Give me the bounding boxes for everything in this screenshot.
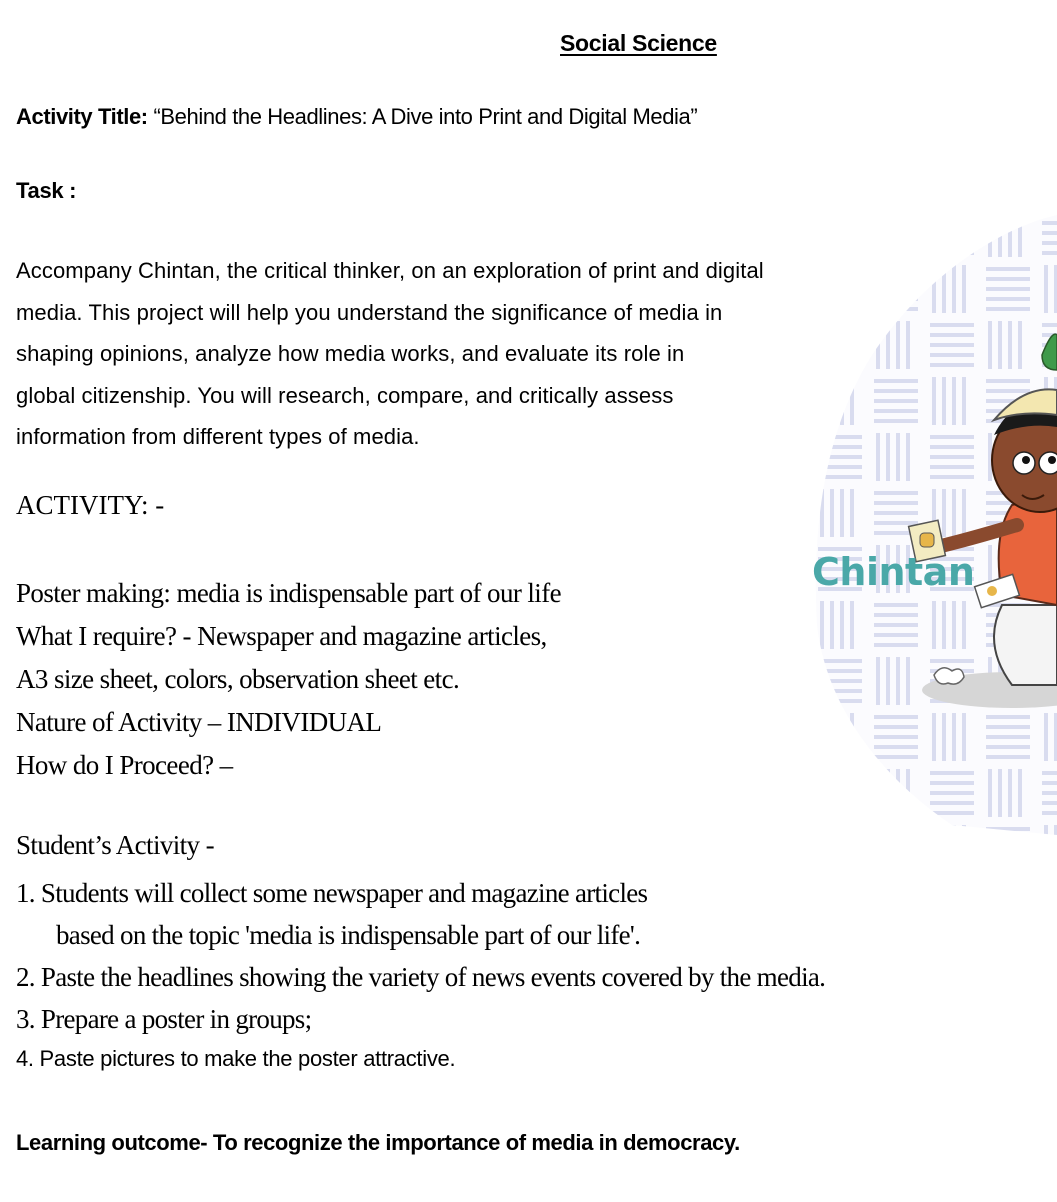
step-item: 1. Students will collect some newspaper and magazine articles xyxy=(16,878,648,908)
task-line: information from different types of media. xyxy=(16,424,420,449)
chintan-label: Chintan xyxy=(812,550,975,594)
activity-title-value: “Behind the Headlines: A Dive into Print and Digital Media” xyxy=(147,104,698,129)
task-line: media. This project will help you understand the significance of media in xyxy=(16,299,723,325)
task-label: Task : xyxy=(16,178,77,203)
activity-detail-line: How do I Proceed? – xyxy=(16,750,233,780)
chintan-illustration xyxy=(812,205,1057,835)
step-item: 4. Paste pictures to make the poster attractive. xyxy=(16,1046,456,1071)
activity-detail-line: A3 size sheet, colors, observation sheet etc. xyxy=(16,664,460,694)
chintan-character-icon xyxy=(812,205,1057,835)
student-activity-steps xyxy=(16,872,825,1040)
activity-details xyxy=(16,572,561,787)
step-item: 3. Prepare a poster in groups; xyxy=(16,1004,312,1034)
page-title: Social Science xyxy=(560,30,717,56)
task-line: global citizenship. You will research, compare, and critically assess xyxy=(16,382,674,408)
learning-outcome: Learning outcome- To recognize the importance of media in democracy. xyxy=(16,1130,740,1155)
activity-detail-line: Nature of Activity – INDIVIDUAL xyxy=(16,707,382,737)
step-item-continuation: based on the topic 'media is indispensable part of our life'. xyxy=(56,920,641,950)
activity-detail-line: What I require? - Newspaper and magazine articles, xyxy=(16,621,547,651)
step-item: 2. Paste the headlines showing the variety of news events covered by the media. xyxy=(16,962,826,992)
student-activity-heading: Student’s Activity - xyxy=(16,830,215,860)
task-line: Accompany Chintan, the critical thinker, on an exploration of print and digital xyxy=(16,258,764,283)
task-description xyxy=(16,250,764,458)
activity-title xyxy=(16,104,697,130)
activity-title-label: Activity Title: xyxy=(16,104,148,129)
activity-detail-line: Poster making: media is indispensable part of our life xyxy=(16,578,561,608)
task-line: shaping opinions, analyze how media works, and evaluate its role in xyxy=(16,341,685,366)
activity-heading: ACTIVITY: - xyxy=(16,490,165,520)
